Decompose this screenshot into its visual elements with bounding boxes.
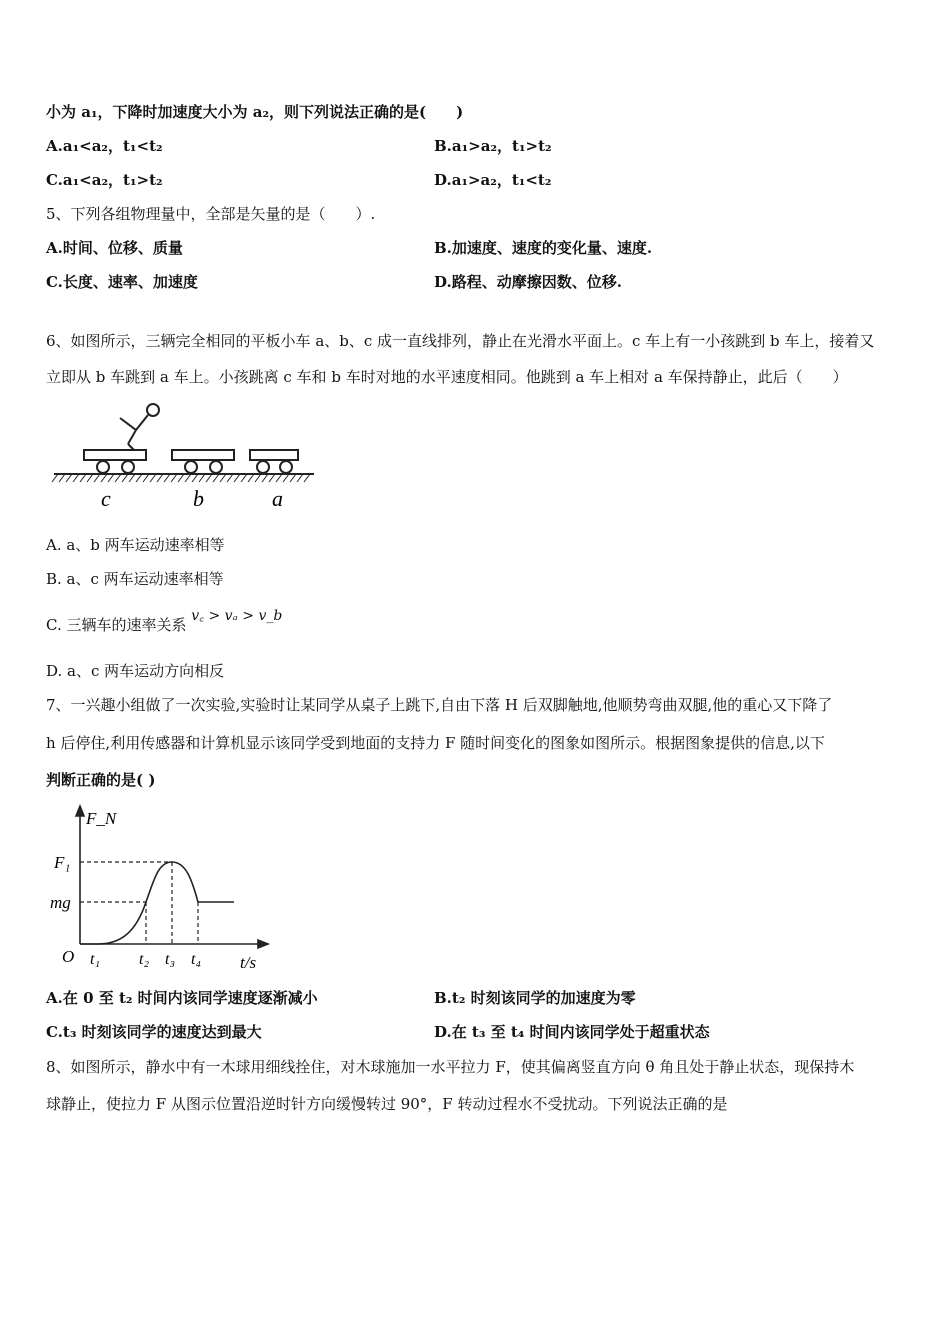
label-a: a bbox=[272, 486, 283, 511]
ground-hatch bbox=[122, 474, 128, 482]
q6-option-c-formula: v꜀ > vₐ > v_b bbox=[191, 608, 283, 624]
ground-hatch bbox=[185, 474, 191, 482]
q5-option-c[interactable]: C.长度、速率、加速度 bbox=[46, 273, 198, 291]
child-figure bbox=[120, 404, 159, 450]
q7-option-a[interactable]: A.在 0 至 t₂ 时间内该同学速度逐渐减小 bbox=[46, 989, 318, 1007]
q7-stem-line3: 判断正确的是( ) bbox=[46, 771, 156, 789]
origin-label: O bbox=[62, 947, 75, 966]
q8-stem-line1: 8、如图所示，静水中有一木球用细线拴住，对木球施加一水平拉力 F，使其偏离竖直方向 θ 角且处于静止状态，现保持木 bbox=[46, 1058, 855, 1076]
q5-stem: 5、下列各组物理量中，全部是矢量的是（ ）. bbox=[46, 205, 376, 223]
q7-stem-line2: h 后停住,利用传感器和计算机显示该同学受到地面的支持力 F 随时间变化的图象如图所示。根据图象提供的信息,以下 bbox=[46, 734, 825, 752]
force-curve bbox=[80, 862, 234, 944]
q8-stem-line2: 球静止，使拉力 F 从图示位置沿逆时针方向缓慢转过 90°，F 转动过程水不受扰动。下列说法正确的是 bbox=[46, 1095, 728, 1113]
q6-option-a[interactable]: A. a、b 两车运动速率相等 bbox=[46, 536, 225, 554]
ground-hatch bbox=[129, 474, 135, 482]
ground-hatch bbox=[80, 474, 86, 482]
ground-hatch bbox=[262, 474, 268, 482]
q4-option-b[interactable]: B.a₁>a₂，t₁>t₂ bbox=[434, 137, 552, 155]
ground-hatch bbox=[108, 474, 114, 482]
q7-option-c[interactable]: C.t₃ 时刻该同学的速度达到最大 bbox=[46, 1023, 262, 1041]
ground-hatch bbox=[192, 474, 198, 482]
ground-hatch bbox=[143, 474, 149, 482]
ground-hatch bbox=[255, 474, 261, 482]
q6-option-d[interactable]: D. a、c 两车运动方向相反 bbox=[46, 662, 225, 680]
guide-lines bbox=[80, 862, 198, 944]
ground-hatch bbox=[199, 474, 205, 482]
tick-t1: t₁ bbox=[90, 951, 101, 968]
ground-hatch bbox=[227, 474, 233, 482]
ground-hatch bbox=[304, 474, 310, 482]
ground-hatch bbox=[290, 474, 296, 482]
ground-hatch bbox=[171, 474, 177, 482]
ground-hatch bbox=[241, 474, 247, 482]
ground-hatch bbox=[66, 474, 72, 482]
ground-hatch bbox=[283, 474, 289, 482]
ground-hatch bbox=[59, 474, 65, 482]
q6-option-b[interactable]: B. a、c 两车运动速率相等 bbox=[46, 570, 224, 588]
carts-figure bbox=[48, 400, 318, 512]
ground-hatch bbox=[52, 474, 58, 482]
q5-option-d[interactable]: D.路程、动摩擦因数、位移. bbox=[434, 273, 622, 291]
ground-hatch bbox=[206, 474, 212, 482]
tick-mg: mg bbox=[50, 893, 71, 912]
q6-stem-line2: 立即从 b 车跳到 a 车上。小孩跳离 c 车和 b 车时对地的水平速度相同。他跳到 a 车上相对 a 车保持静止，此后（ ） bbox=[46, 368, 848, 386]
q6-stem-line1: 6、如图所示，三辆完全相同的平板小车 a、b、c 成一直线排列，静止在光滑水平面上。c 车上有一小孩跳到 b 车上，接着又 bbox=[46, 332, 875, 350]
q4-option-d[interactable]: D.a₁>a₂，t₁<t₂ bbox=[434, 171, 552, 189]
ground-hatch bbox=[115, 474, 121, 482]
q4-option-a[interactable]: A.a₁<a₂，t₁<t₂ bbox=[46, 137, 163, 155]
y-axis-arrow bbox=[76, 806, 84, 816]
ground-hatch bbox=[220, 474, 226, 482]
ground-hatch bbox=[269, 474, 275, 482]
x-axis-label: t/s bbox=[240, 953, 257, 972]
q5-option-b[interactable]: B.加速度、速度的变化量、速度. bbox=[434, 239, 653, 257]
q7-option-d[interactable]: D.在 t₃ 至 t₄ 时间内该同学处于超重状态 bbox=[434, 1023, 710, 1041]
ground-hatch bbox=[87, 474, 93, 482]
q6-option-c[interactable] bbox=[46, 608, 283, 637]
ground-hatch bbox=[164, 474, 170, 482]
cart-a bbox=[250, 450, 298, 473]
ground bbox=[52, 474, 314, 482]
ground-hatch bbox=[94, 474, 100, 482]
ground-hatch bbox=[234, 474, 240, 482]
cart-b bbox=[172, 450, 234, 473]
y-axis-label: F_N bbox=[86, 809, 117, 828]
ground-hatch bbox=[150, 474, 156, 482]
tick-t4: t₄ bbox=[191, 951, 202, 968]
q5-option-a[interactable]: A.时间、位移、质量 bbox=[46, 239, 183, 257]
ground-hatch bbox=[101, 474, 107, 482]
ground-hatch bbox=[297, 474, 303, 482]
tick-t2: t₂ bbox=[139, 951, 150, 968]
ground-hatch bbox=[213, 474, 219, 482]
label-b: b bbox=[193, 486, 204, 511]
q7-option-b[interactable]: B.t₂ 时刻该同学的加速度为零 bbox=[434, 989, 636, 1007]
ground-hatch bbox=[248, 474, 254, 482]
force-time-graph bbox=[46, 802, 276, 972]
tick-f1: F₁ bbox=[54, 853, 71, 872]
ground-hatch bbox=[157, 474, 163, 482]
q4-option-c[interactable]: C.a₁<a₂，t₁>t₂ bbox=[46, 171, 163, 189]
q4-stem-tail: 小为 a₁，下降时加速度大小为 a₂，则下列说法正确的是( ) bbox=[46, 103, 464, 121]
cart-c bbox=[84, 450, 146, 473]
ground-hatch bbox=[276, 474, 282, 482]
label-c: c bbox=[101, 486, 111, 511]
q6-option-c-text: C. 三辆车的速率关系 bbox=[46, 616, 187, 634]
ground-hatch bbox=[136, 474, 142, 482]
tick-t3: t₃ bbox=[165, 951, 176, 968]
x-axis-arrow bbox=[258, 940, 268, 948]
ground-hatch bbox=[73, 474, 79, 482]
ground-hatch bbox=[178, 474, 184, 482]
q7-stem-line1: 7、一兴趣小组做了一次实验,实验时让某同学从桌子上跳下,自由下落 H 后双脚触地,他顺势弯曲双腿,他的重心又下降了 bbox=[46, 696, 833, 714]
